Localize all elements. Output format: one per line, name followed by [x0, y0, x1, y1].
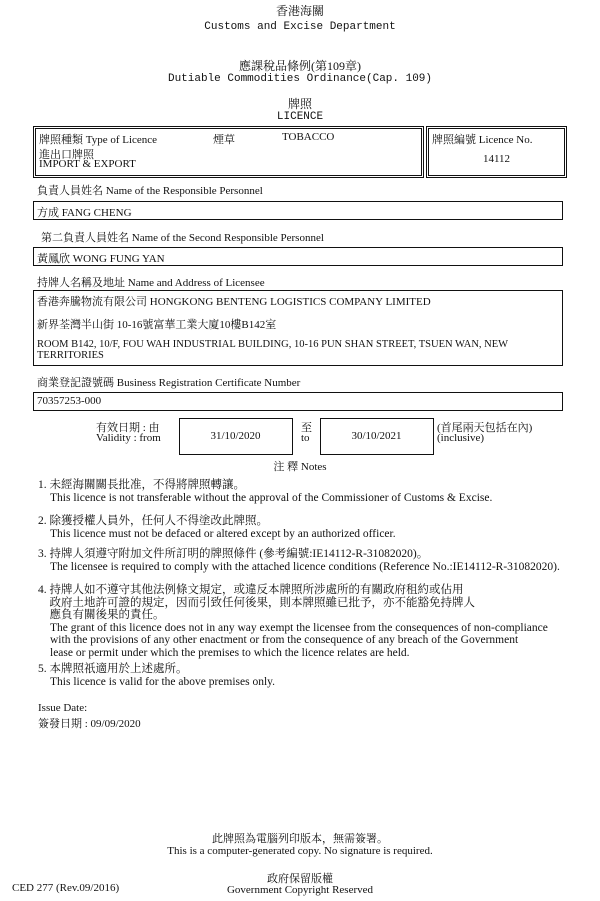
licence-kind-zh: 進出口牌照 — [39, 149, 94, 161]
note-5 — [38, 663, 578, 688]
note-5-en: This licence is valid for the above premises only. — [50, 675, 276, 688]
validity-to-zh: 至 — [301, 422, 312, 434]
computer-generated-en: This is a computer-generated copy. No signature is required. — [167, 845, 433, 857]
validity-from-box — [179, 418, 293, 455]
responsible-person-box — [33, 201, 563, 220]
note-1 — [38, 479, 578, 504]
second-person-value: 黃鳳欣 WONG FUNG YAN — [37, 253, 165, 265]
note-4-zh: 4. 持牌人如不遵守其他法例條文規定，或違反本牌照所涉處所的有關政府租約或佔用 政府土地許可證的規定，因而引致任何後果，則本牌照雖已批予，亦不能豁免持牌人 應負有關後果的責任。 — [38, 584, 475, 621]
note-2-zh: 2. 除獲授權人員外，任何人不得塗改此牌照。 — [38, 515, 268, 527]
validity-to-box — [320, 418, 434, 455]
note-4-en: The grant of this licence does not in any way exempt the licensee from the consequences of non-compliance with the provisions of any other enactment or from the consequence of any breach of the Government lease or permit under which the premises to which the licence relates are held. — [50, 621, 548, 659]
licence-type-box — [33, 126, 424, 178]
copyright-en: Government Copyright Reserved — [226, 884, 374, 896]
computer-generated-zh: 此牌照為電腦列印版本，無需簽署。 — [212, 833, 388, 845]
copyright-zh: 政府保留版權 — [267, 873, 333, 885]
licence-number-box — [426, 126, 567, 178]
brc-label: 商業登記證號碼 Business Registration Certificate Number — [37, 377, 301, 389]
note-3-zh: 3. 持牌人須遵守附加文件所訂明的牌照條件 (參考編號:IE14112-R-31082020)。 — [38, 548, 429, 560]
note-4 — [38, 584, 578, 659]
licence-commodity-en: TOBACCO — [282, 131, 335, 143]
licence-type-label: 牌照種類 Type of Licence — [39, 134, 158, 146]
note-1-en: This licence is not transferable without the approval of the Commissioner of Customs & Excise. — [50, 491, 493, 504]
validity-to-date: 30/10/2021 — [351, 430, 402, 442]
notes-title: 注 釋 Notes — [273, 461, 327, 473]
licence-number-label: 牌照編號 Licence No. — [432, 134, 533, 146]
second-person-label: 第二負責人員姓名 Name of the Second Responsible Personnel — [41, 232, 324, 244]
note-3 — [38, 548, 578, 573]
brc-box — [33, 392, 563, 411]
department-name-zh: 香港海關 — [275, 4, 324, 18]
validity-inclusive-en: (inclusive) — [437, 432, 485, 444]
licence-title-zh: 牌照 — [287, 97, 312, 111]
note-1-zh: 1. 未經海關關長批准，不得將牌照轉讓。 — [38, 479, 245, 491]
validity-inclusive-zh: (首尾兩天包括在內) — [437, 422, 533, 434]
responsible-person-label: 負責人員姓名 Name of the Responsible Personnel — [37, 185, 263, 197]
note-2-en: This licence must not be defaced or altered except by an authorized officer. — [50, 527, 396, 540]
note-5-zh: 5. 本牌照祇適用於上述處所。 — [38, 663, 188, 675]
issue-date-label-zh: 簽發日期 : 09/09/2020 — [38, 718, 141, 730]
note-2 — [38, 515, 578, 540]
licence-number-value: 14112 — [482, 153, 511, 165]
department-name-en: Customs and Excise Department — [204, 21, 396, 33]
licensee-name: 香港奔騰物流有限公司 HONGKONG BENTENG LOGISTICS COMPANY LIMITED — [37, 296, 431, 308]
responsible-person-value: 方成 FANG CHENG — [37, 207, 132, 219]
licence-commodity-zh: 煙草 — [213, 134, 235, 146]
validity-from-date: 31/10/2020 — [210, 430, 261, 442]
second-person-box — [33, 247, 563, 266]
form-number: CED 277 (Rev.09/2016) — [12, 882, 120, 894]
licence-title-en: LICENCE — [276, 111, 324, 123]
licensee-label: 持牌人名稱及地址 Name and Address of Licensee — [37, 277, 265, 289]
note-3-en: The licensee is required to comply with the attached licence conditions (Reference No.:IE14112-R-31082020). — [50, 560, 560, 573]
validity-label-en: Validity : from — [96, 432, 161, 444]
validity-to-en: to — [301, 432, 310, 444]
licensee-address-en-line1: ROOM B142, 10/F, FOU WAH INDUSTRIAL BUILDING, 10-16 PUN SHAN STREET, TSUEN WAN, NEW — [37, 339, 509, 350]
brc-value: 70357253-000 — [37, 395, 102, 407]
licensee-box — [33, 290, 563, 366]
licence-kind-en: IMPORT & EXPORT — [39, 158, 136, 170]
issue-date-label-en: Issue Date: — [38, 702, 88, 714]
licensee-address-en-line2: TERRITORIES — [37, 350, 104, 361]
ordinance-en: Dutiable Commodities Ordinance(Cap. 109) — [167, 73, 433, 85]
licensee-address-zh: 新界荃灣半山街 10-16號富華工業大廈10樓B142室 — [37, 319, 277, 331]
ordinance-zh: 應課稅品條例(第109章) — [239, 59, 361, 73]
validity-label-zh: 有效日期 : 由 — [96, 422, 160, 434]
